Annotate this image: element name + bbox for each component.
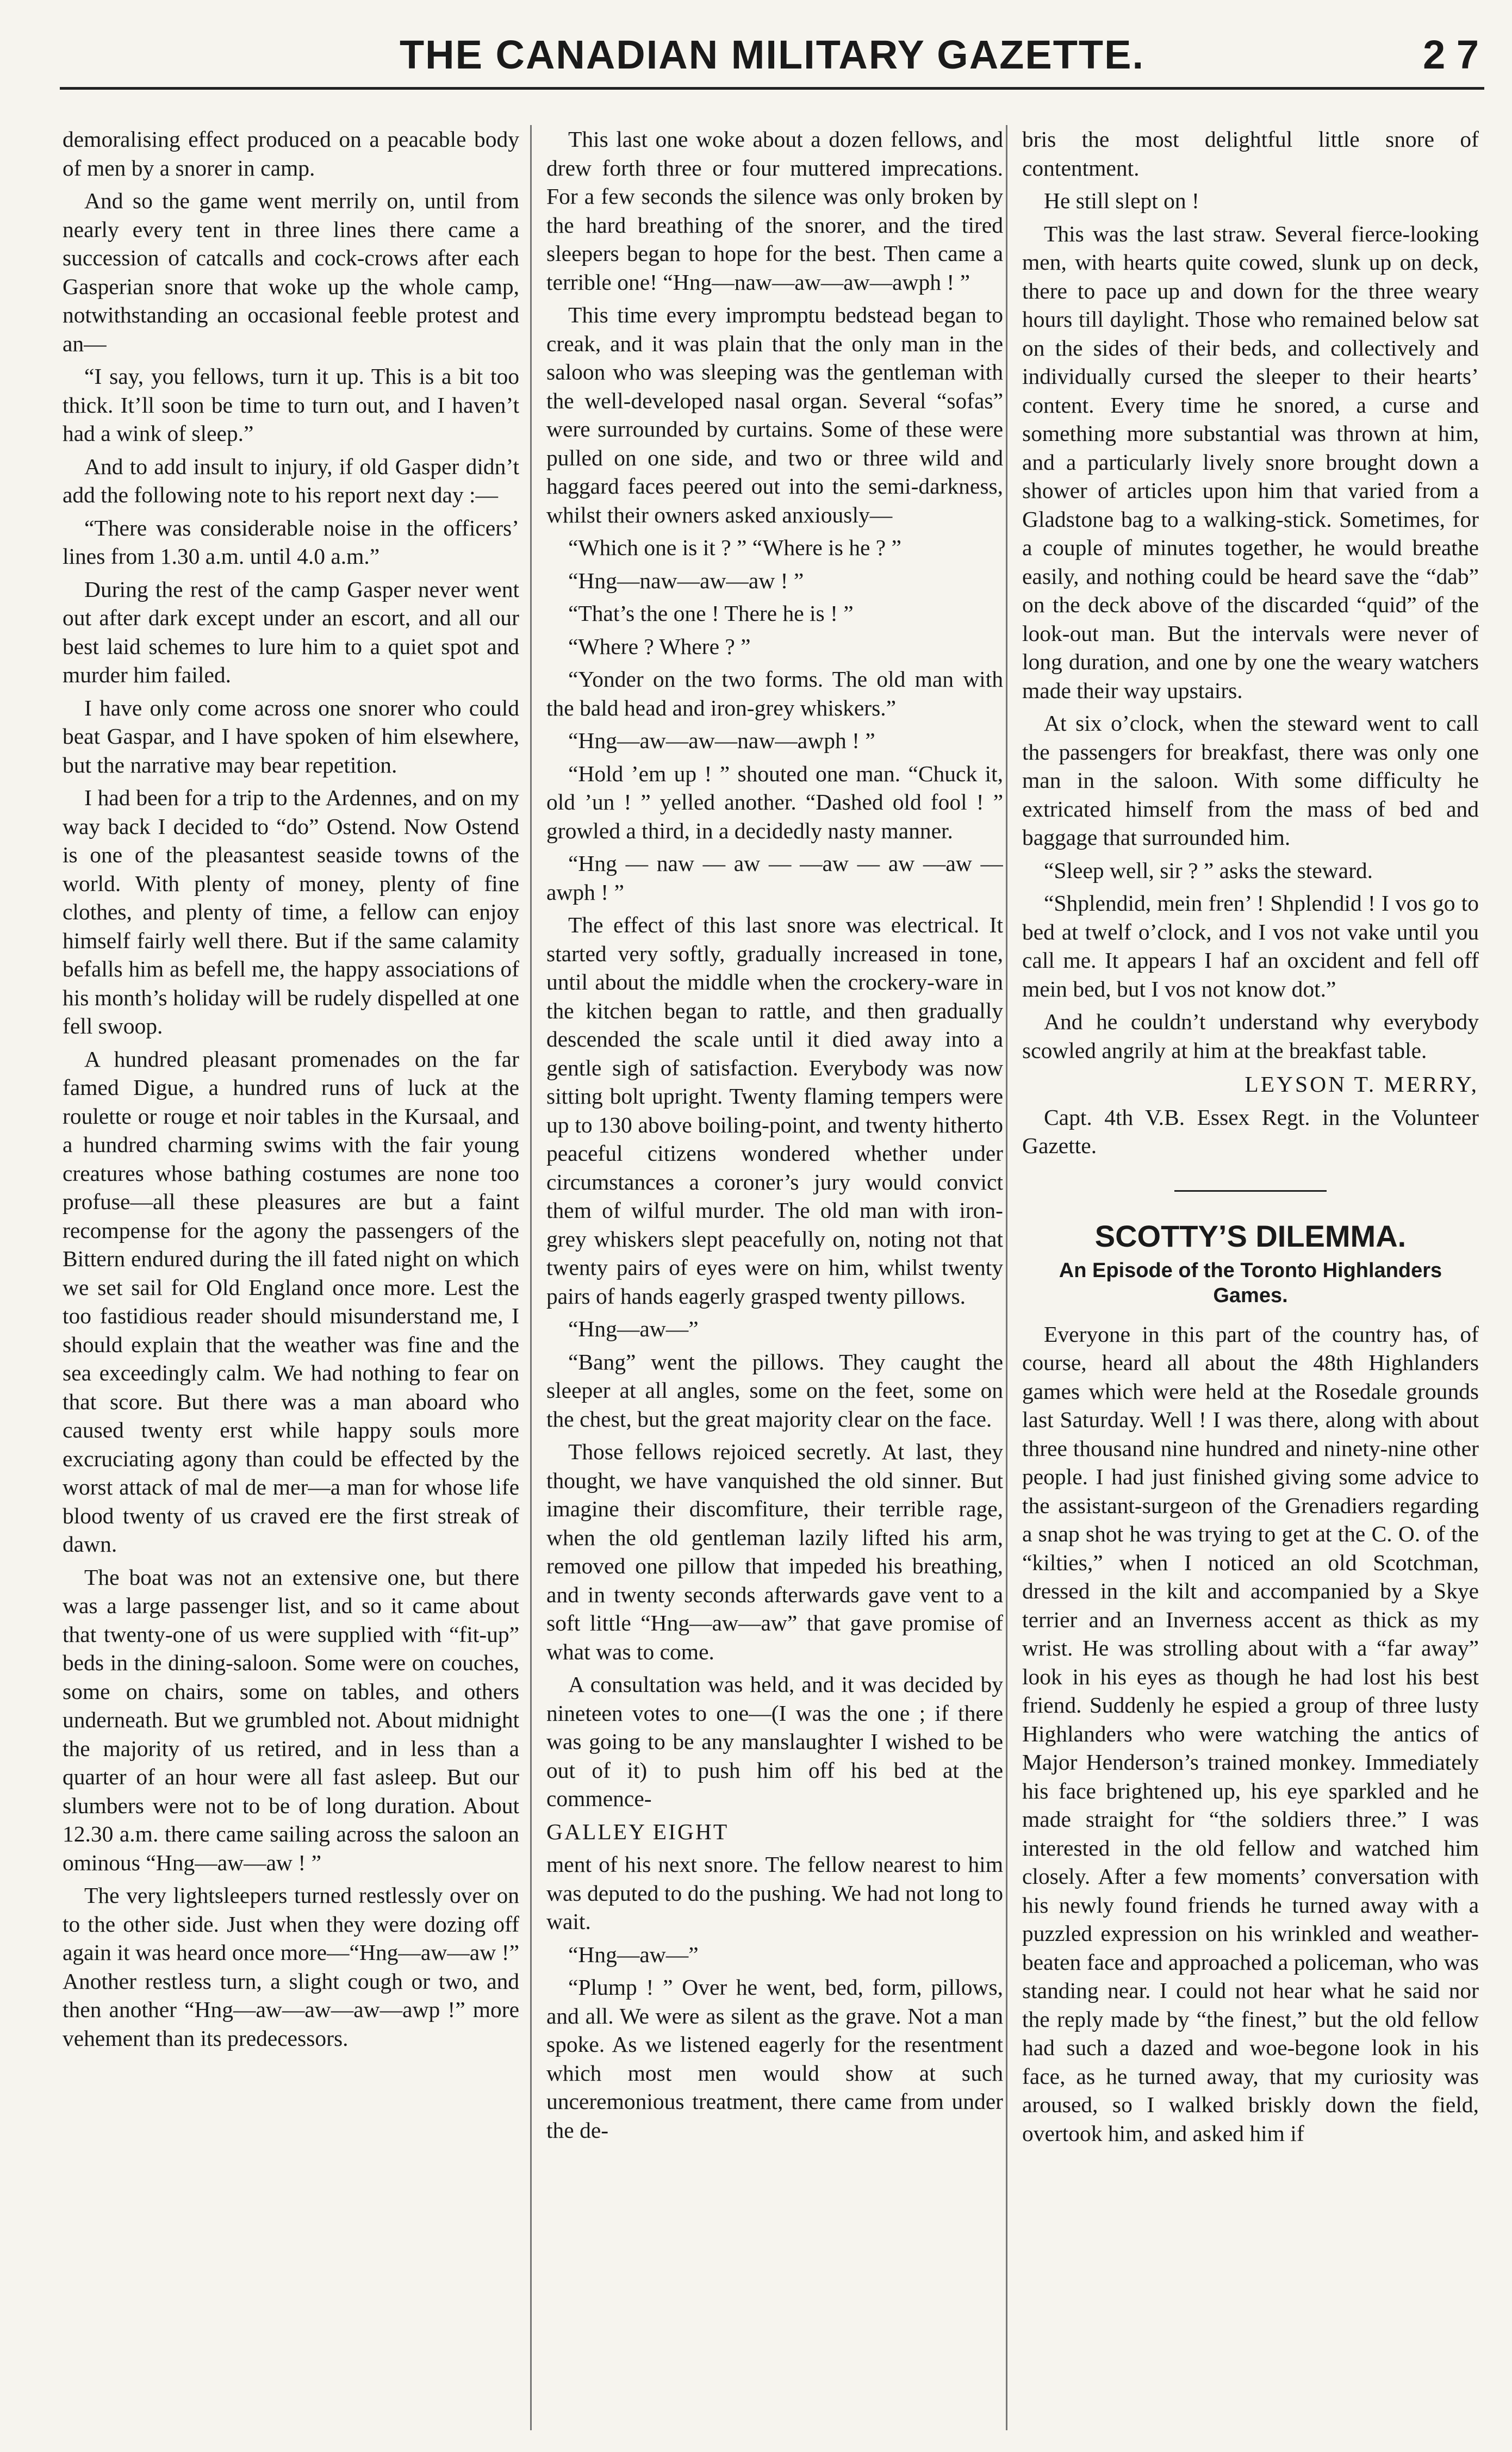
paragraph: The very lightsleepers turned restlessly over on to the other side. Just when they were dozing off again it was heard once more—“Hng—aw—aw !” Another restless turn, a slight cough or two, and then another “Hng—aw—aw—aw—awp !” more vehement than its predecessors. <box>63 1883 519 2051</box>
paragraph: This was the last straw. Several fierce-looking men, with hearts quite cowed, slunk up on deck, there to pace up and down for the three weary hours till daylight. Those who remained below sat on the sides of their beds, and collectively and individually cursed the sleeper to their hearts’ content. Every time he snored, a curse and something more substantial was thrown at him, and a particularly lively snore brought down a shower of articles upon him that varied from a Gladstone bag to a walking-stick. Sometimes, for a couple of minutes together, he would breathe easily, and nothing could be heard save the “dab” on the deck above of the discarded “quid” of the look-out man. But the intervals were never of long duration, and one by one the weary watchers made their way upstairs. <box>1022 221 1479 703</box>
paragraph: demoralising effect produced on a peacable body of men by a snorer in camp. <box>63 127 519 181</box>
column-2 <box>546 125 1003 2425</box>
masthead <box>60 22 1484 90</box>
paragraph: “Hng—aw—aw—naw—awph ! ” <box>568 728 875 753</box>
paragraph: “Plump ! ” Over he went, bed, form, pillows, and all. We were as silent as the grave. Not a man spoke. As we listened eagerly for the resentment which most men would show at such unceremonious treatment, there came from under the de- <box>546 1975 1003 2143</box>
paragraph: A consultation was held, and it was decided by nineteen votes to one—(I was the one ; if there was going to be any manslaughter I wished to be out of it) to push him off his bed at the commence- <box>546 1672 1003 1811</box>
paragraph: “Hng — naw — aw — —aw — aw —aw —awph ! ” <box>546 851 1003 905</box>
paragraph: This time every impromptu bedstead began to creak, and it was plain that the only man in the saloon who was sleeping was the gentleman with the well-developed nasal organ. Several “sofas” were surrounded by curtains. Some of these were pulled on one side, and two or three wild and haggard faces peered out into the semi-darkness, whilst their owners asked anxiously— <box>546 302 1003 527</box>
paragraph: And to add insult to injury, if old Gasper didn’t add the following note to his report next day :— <box>63 453 519 507</box>
paragraph: I had been for a trip to the Ardennes, and on my way back I decided to “do” Ostend. Now Ostend is one of the pleasantest seaside towns of the world. With plenty of money, plenty of fine clothes, and plenty of time, a fellow can enjoy himself fairly well there. But if the same calamity befalls him as befell me, the happy associations of his month’s holiday will be rudely dispelled at one fell swoop. <box>63 785 519 1038</box>
galley-marker: GALLEY EIGHT <box>546 1819 729 1844</box>
paragraph: He still slept on ! <box>1044 188 1199 213</box>
paragraph: “Hng—naw—aw—aw ! ” <box>568 568 804 593</box>
column-3 <box>1022 125 1479 2425</box>
paragraph: “I say, you fellows, turn it up. This is a bit too thick. It’ll soon be time to turn out, and I haven’t had a wink of sleep.” <box>63 364 519 446</box>
paragraph: “Sleep well, sir ? ” asks the steward. <box>1044 857 1373 883</box>
paragraph: “Where ? Where ? ” <box>568 633 751 659</box>
paragraph: A hundred pleasant promenades on the far famed Digue, a hundred runs of luck at the roulette or rouge et noir tables in the Kursaal, and a hundred charming swims with the fair young creatures whose bathing costumes are none too profuse—all these pleasures are but a faint recompense for the agony the passengers of the Bittern endured during the ill fated night on which we set sail for Old England once more. Lest the too fastidious reader should misunderstand me, I should explain that the weather was fine and the sea exceedingly calm. We had nothing to fear on that score. But there was a man aboard who caused twenty erst while happy souls more excruciating agony than could be effected by the worst attack of mal de mer—a man for whose life blood twenty of us craved ere the first streak of dawn. <box>63 1046 519 1557</box>
story-title: SCOTTY’S DILEMMA. <box>1094 1218 1407 1253</box>
author-signature: LEYSON T. MERRY, <box>1245 1072 1479 1097</box>
paragraph: “Which one is it ? ” “Where is he ? ” <box>568 535 901 560</box>
paragraph: The effect of this last snore was electrical. It started very softly, gradually increased in tone, until about the middle when the crockery-ware in the kitchen began to rattle, and then gradually descended the scale until it died away into a gentle sigh of satisfaction. Everybody was now sitting bolt upright. Twenty flaming tempers were up to 130 above boiling-point, and twenty hitherto peaceful citizens wondered whether under circumstances a coroner’s jury would convict them of wilful murder. The old man with iron-grey whiskers slept peacefully on, noting not that twenty pairs of eyes were on him, whilst twenty pairs of hands eagerly grasped twenty pillows. <box>546 912 1003 1309</box>
paragraph: And he couldn’t understand why everybody scowled angrily at him at the breakfast table. <box>1022 1009 1479 1063</box>
author-position: Capt. 4th V.B. Essex Regt. in the Volunteer Gazette. <box>1022 1104 1479 1158</box>
paragraph: “Yonder on the two forms. The old man with the bald head and iron-grey whiskers.” <box>546 667 1003 720</box>
paragraph: At six o’clock, when the steward went to call the passengers for breakfast, there was only one man in the saloon. With some difficulty he extricated himself from the mass of bed and baggage that surrounded him. <box>1022 711 1479 850</box>
paragraph: And so the game went merrily on, until from nearly every tent in three lines there came a succession of catcalls and cock-crows after each Gasperian snore that woke up the whole camp, notwithstanding an occasional feeble protest and an— <box>63 188 519 356</box>
paragraph: During the rest of the camp Gasper never went out after dark except under an escort, and all our best laid schemes to lure him to a quiet spot and murder him failed. <box>63 576 519 687</box>
paragraph: The boat was not an extensive one, but there was a large passenger list, and so it came about that twenty-one of us were supplied with “fit-up” beds in the dining-saloon. Some were on couches, some on chairs, some on tables, and others underneath. But we grumbled not. About midnight the majority of us retired, and in less than a quarter of an hour were all fast asleep. But our slumbers were not to be of long duration. About 12.30 a.m. there came sailing across the saloon an ominous “Hng—aw—aw ! ” <box>63 1564 519 1875</box>
story-subtitle: An Episode of the Toronto Highlanders Games. <box>1059 1259 1442 1307</box>
paragraph: “Shplendid, mein fren’ ! Shplendid ! I vos go to bed at twelf o’clock, and I vos not vake until you call me. It appears I haf an oxcident and fell off mein bed, but I vos not know dot.” <box>1022 891 1479 1001</box>
paragraph: Everyone in this part of the country has, of course, heard all about the 48th Highlanders games which were held at the Rosedale grounds last Saturday. Well ! I was there, along with about three thousand nine hundred and ninety-nine other people. I had just finished giving some advice to the assistant-surgeon of the Grenadiers regarding a snap shot he was trying to get at the C. O. of the “kilties,” when I noticed an old Scotchman, dressed in the kilt and accompanied by a Skye terrier and an Inverness accent as thick as my wrist. He was strolling about with a “far away” look in his eyes as though he had lost his best friend. Suddenly he espied a group of three lusty Highlanders who were watching the antics of Major Henderson’s trained monkey. Immediately his face brightened up, his eye sparkled and he made straight for “the soldiers three.” I was interested in the old fellow and watched him closely. After a few moments’ conversation with his newly found friends he turned away with a puzzled expression on his wrinkled and weather-beaten face and approached a policeman, who was standing near. I could not hear what he said nor the reply made by “the finest,” but the old fellow had such a dazed and woe-begone look in his face, as he turned away, that my curiosity was aroused, so I walked briskly down the field, overtook him, and asked him if <box>1022 1321 1479 2146</box>
newspaper-title: THE CANADIAN MILITARY GAZETTE. <box>399 32 1145 77</box>
paragraph: I have only come across one snorer who could beat Gaspar, and I have spoken of him elsewhere, but the narrative may bear repetition. <box>63 695 519 777</box>
paragraph: Those fellows rejoiced secretly. At last, they thought, we have vanquished the old sinner. But imagine their discomfiture, their terrible rage, when the old gentleman lazily lifted his arm, removed one pillow that impeded his breathing, and in twenty seconds afterwards gave vent to a soft little “Hng—aw—aw” that gave promise of what was to come. <box>546 1439 1003 1664</box>
paragraph: “Bang” went the pillows. They caught the sleeper at all angles, some on the feet, some on the chest, but the great majority clear on the face. <box>546 1349 1003 1432</box>
paragraph: “Hold ’em up ! ” shouted one man. “Chuck it, old ’un ! ” yelled another. “Dashed old fool ! ” growled a third, in a decidedly nasty manner. <box>546 761 1003 843</box>
page-number: 2 7 <box>1423 32 1479 77</box>
paragraph: “Hng—aw—” <box>568 1316 699 1341</box>
paragraph: “Hng—aw—” <box>568 1941 699 1967</box>
column-rule <box>1006 125 1007 2430</box>
paragraph: “There was considerable noise in the officers’ lines from 1.30 a.m. until 4.0 a.m.” <box>63 515 519 569</box>
column-1 <box>63 125 519 2425</box>
section-divider <box>1174 1190 1327 1192</box>
paragraph: ment of his next snore. The fellow nearest to him was deputed to do the pushing. We had not long to wait. <box>546 1852 1003 1934</box>
paragraph: bris the most delightful little snore of contentment. <box>1022 127 1479 181</box>
column-rule <box>530 125 532 2430</box>
paragraph: “That’s the one ! There he is ! ” <box>568 601 854 626</box>
paragraph: This last one woke about a dozen fellows, and drew forth three or four muttered imprecations. For a few seconds the silence was only broken by the hard breathing of the snorer, and the tired sleepers began to hope for the best. Then came a terrible one! “Hng—naw—aw—aw—awph ! ” <box>546 127 1003 295</box>
